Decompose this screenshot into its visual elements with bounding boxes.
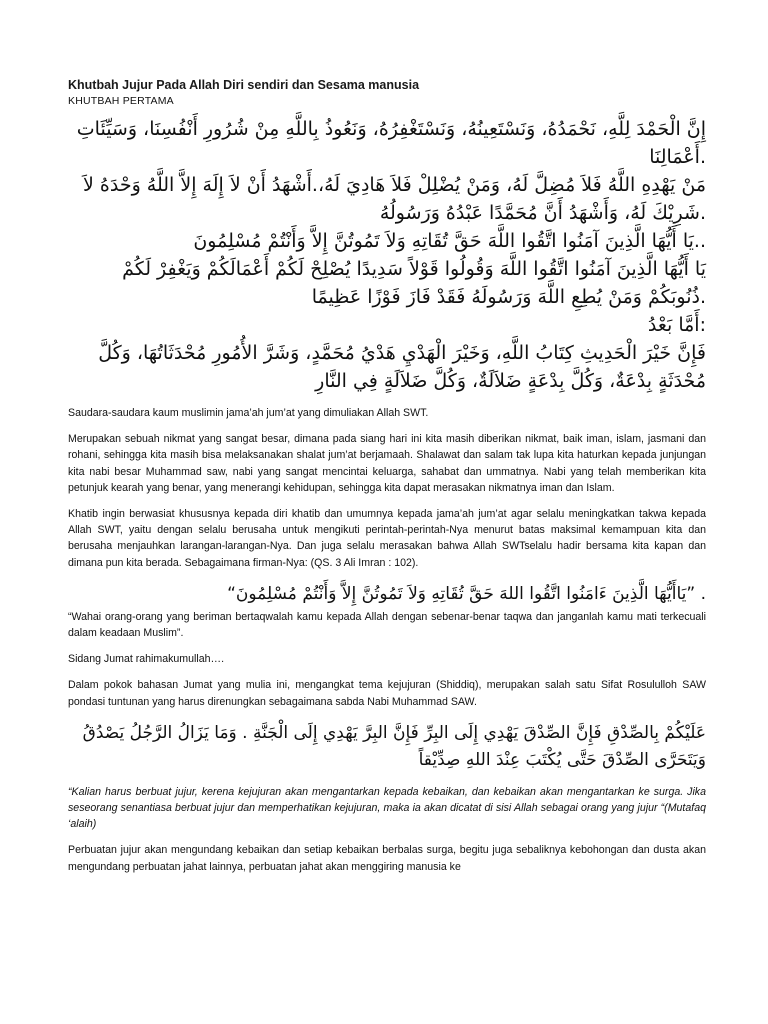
arabic-line: يَا أَيُّهَا الَّذِينَ آمَنُوا اتَّقُوا اللَّهَ وَقُولُوا قَوْلاً سَدِيدًا يُصْلِحْ لَكُمْ أَعْمَالَكُمْ وَيَغْفِرْ لَكُمْ <box>122 258 706 280</box>
arabic-line: .ذُنُوبَكُمْ وَمَنْ يُطِعِ اللَّهَ وَرَسُولَهُ فَقَدْ فَازَ فَوْزًا عَظِيمًا <box>311 286 706 308</box>
arabic-line: إِنَّ الْحَمْدَ لِلَّهِ، نَحْمَدُهُ، وَنَسْتَعِينُهُ، وَنَسْتَغْفِرُهُ، وَنَعُوذُ بِاللَّهِ مِنْ شُرُورِ أَنْفُسِنَا، وَسَيِّئَاتِ <box>76 118 706 140</box>
arabic-line: ..يَا أَيُّهَا الَّذِينَ آمَنُوا اتَّقُوا اللَّهَ حَقَّ تُقَاتِهِ وَلاَ تَمُوتُنَّ إِلاَّ وَأَنْتُمْ مُسْلِمُونَ <box>193 230 706 252</box>
document-title: Khutbah Jujur Pada Allah Diri sendiri dan Sesama manusia <box>68 78 420 92</box>
arabic-line: .أَعْمَالِنَا <box>649 146 706 168</box>
arabic-line: .شَرِيْكَ لَهُ، وَأَشْهَدُ أَنَّ مُحَمَّدًا عَبْدُهُ وَرَسُولُهُ <box>379 202 706 224</box>
arabic-line: :أَمَّا بَعْدُ <box>647 314 706 336</box>
hadith-translation: “Kalian harus berbuat jujur, kerena kejujuran akan mengantarkan kepada kebaikan, dan kebaikan akan mengantarkan ke surga. Jika seseorang senantiasa berbuat jujur dan memperhatikan kejujuran, maka ia akan dicatat di sisi Allah sebagai orang yang jujur “(Mutafaq ‘alaih) <box>68 785 706 831</box>
greeting-paragraph: Saudara-saudara kaum muslimin jama’ah jum’at yang dimuliakan Allah SWT. <box>68 407 429 419</box>
hadith-line: وَيَتَحَرَّى الصِّدْقَ حَتَّى يُكْتَبَ عِنْدَ اللهِ صِدِّيْقاً <box>418 749 706 770</box>
closing-paragraph: Perbuatan jujur akan mengundang kebaikan dan setiap kebaikan berbalas surga, begitu juga sebaliknya kebohongan dan dusta akan mengundang perbuatan jahat lainnya, perbuatan jahat akan menggiring manusia ke <box>68 844 706 873</box>
hadith-line: عَلَيْكُمْ بِالصِّدْقِ فَإِنَّ الصِّدْقَ يَهْدِي إِلَى البِرِّ فَإِنَّ البِرَّ يَهْدِي إِلَى الْجَنَّةِ . وَمَا يَزَالُ الرَّجُلُ يَصْدُقُ <box>82 722 706 743</box>
hadith-arabic <box>68 720 706 774</box>
theme-paragraph: Dalam pokok bahasan Jumat yang mulia ini, mengangkat tema kejujuran (Shiddiq), merupakan salah satu Sifat Rosululloh SAW pondasi tuntunan yang harus direnungkan sebagaimana sabda Nabi Muhammad SAW. <box>68 679 706 708</box>
arabic-line: مُحْدَثَةٍ بِدْعَةٌ، وَكُلَّ بِدْعَةٍ ضَلاَلَةٌ، وَكُلَّ ضَلاَلَةٍ فِي النَّارِ <box>315 370 706 392</box>
arabic-opening <box>68 115 706 395</box>
wasiat-paragraph: Khatib ingin berwasiat khususnya kepada diri khatib dan umumnya kepada jama’ah jum’at agar selalu meningkatkan takwa kepada Allah SWT, yaitu dengan selalu berusaha untuk mengikuti perintah-perintah-Nya menurut batas maksimal kemampuan kita dan berusaha menjauhkan larangan-larangan-Nya. Dan juga selalu merasakan bahwa Allah SWTselalu hadir bersama kita kapan dan dimana pun kita berada. Sebagaimana firman-Nya: (QS. 3 Ali Imran : 102). <box>68 508 706 569</box>
arabic-line: مَنْ يَهْدِهِ اللَّهُ فَلاَ مُضِلَّ لَهُ، وَمَنْ يُضْلِلْ فَلاَ هَادِيَ لَهُ،.أَشْهَدُ أَنْ لاَ إِلَهَ إِلاَّ اللَّهُ وَحْدَهُ لاَ <box>83 174 706 196</box>
document-subtitle: KHUTBAH PERTAMA <box>68 95 174 107</box>
quran-verse-arabic: . ”يَاأَيُّهَا الَّذِينَ ءَامَنُوا اتَّقُوا اللهَ حَقَّ تُقَاتِهِ وَلاَ تَمُوتُنَّ إِلاَّ وَأَنْتُمْ مُسْلِمُونَ“ <box>227 583 706 604</box>
quran-verse-translation: “Wahai orang-orang yang beriman bertaqwalah kamu kepada Allah dengan sebenar-benar taqwa dan janganlah kamu mati terkecuali dalam keadaan Muslim”. <box>68 610 706 640</box>
arabic-line: فَإِنَّ خَيْرَ الْحَدِيثِ كِتَابُ اللَّهِ، وَخَيْرَ الْهَدْيِ هَدْيُ مُحَمَّدٍ، وَشَرَّ الأُمُورِ مُحْدَثَاتُهَا، وَكُلَّ <box>98 342 706 364</box>
address-paragraph: Sidang Jumat rahimakumullah…. <box>68 653 225 666</box>
opening-paragraph: Merupakan sebuah nikmat yang sangat besar, dimana pada siang hari ini kita masih diberikan nikmat, baik iman, islam, jasmani dan rohani, sehingga kita masih bisa melaksanakan shalat jum’at berjamaah. Shalawat dan salam tak lupa kita haturkan kepada junjungan kita nabi besar Muhammad saw, nabi yang sangat mencintai keluarga, sahabat dan ummatnya. Nabi yang telah memberikan kita petunjuk kearah yang benar, yang menerangi kehidupan, sehingga kita dapat merasakan nikmatnya iman dan Islam. <box>68 433 706 494</box>
